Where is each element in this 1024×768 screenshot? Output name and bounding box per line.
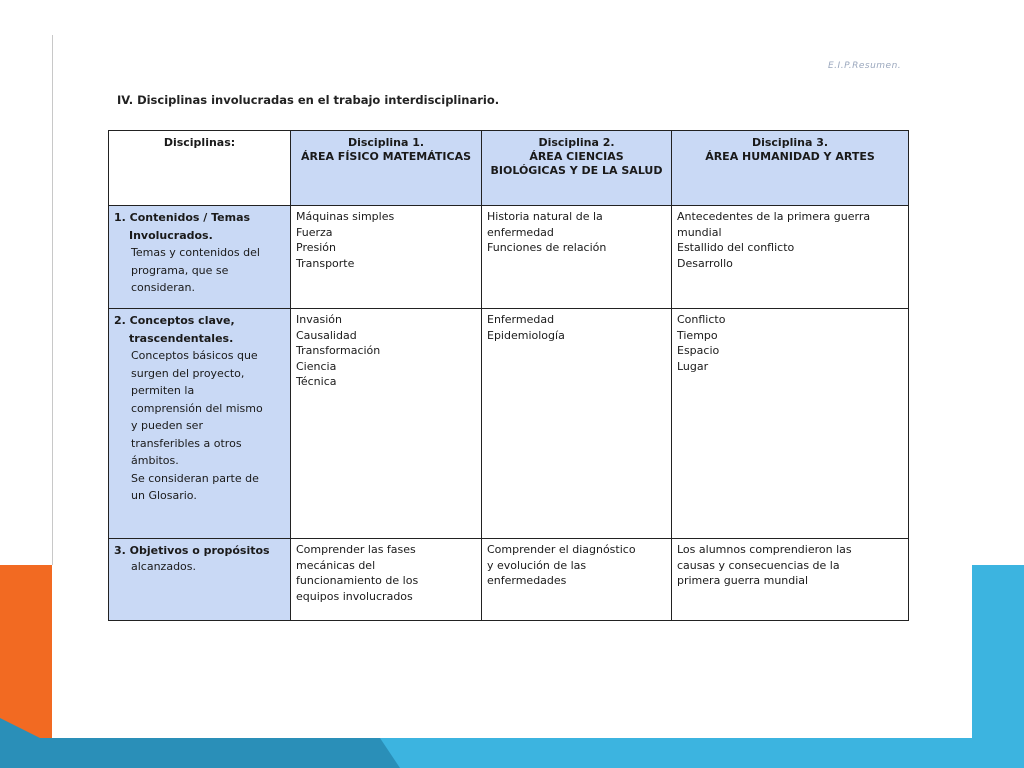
cell-line: Antecedentes de la primera guerra xyxy=(677,210,871,223)
table-cell xyxy=(482,309,672,539)
column-header-line: BIOLÓGICAS Y DE LA SALUD xyxy=(490,164,663,177)
cell-line: Espacio xyxy=(677,344,720,357)
row-header-line: y pueden ser xyxy=(131,419,203,432)
cell-line: causas y consecuencias de la xyxy=(677,558,840,572)
row-header-line: Temas y contenidos del xyxy=(131,246,260,259)
cell-line: mecánicas del xyxy=(296,558,376,572)
row-header-line: permiten la xyxy=(131,384,195,397)
table-cell xyxy=(482,539,672,621)
table-row xyxy=(109,539,909,621)
row-header xyxy=(109,309,291,539)
row-header-line: ámbitos. xyxy=(131,454,179,467)
row-header-title-cont: trascendentales. xyxy=(129,331,234,345)
table-cell xyxy=(482,206,672,309)
row-header-line: programa, que se xyxy=(131,263,229,277)
cell-line: Causalidad xyxy=(296,328,357,342)
cell-line: Invasión xyxy=(296,313,342,326)
cell-line: Ciencia xyxy=(296,359,337,373)
table-row xyxy=(109,309,909,539)
table-row xyxy=(109,206,909,309)
cell-line: Desarrollo xyxy=(677,256,733,270)
cell-line: Comprender las fases xyxy=(296,543,416,556)
disciplines-table xyxy=(108,130,909,621)
row-header-line: un Glosario. xyxy=(131,489,197,502)
cell-line: y evolución de las xyxy=(487,558,587,572)
cell-line: Comprender el diagnóstico xyxy=(487,543,636,556)
column-header xyxy=(109,131,291,206)
cell-line: Transformación xyxy=(296,344,381,357)
header-note: E.I.P.Resumen. xyxy=(828,61,902,71)
cell-line: Tiempo xyxy=(677,328,718,342)
table-cell xyxy=(672,206,909,309)
table-cell xyxy=(291,539,482,621)
cell-line: funcionamiento de los xyxy=(296,574,419,587)
cell-line: Enfermedad xyxy=(487,313,555,326)
cell-line: Los alumnos comprendieron las xyxy=(677,543,852,556)
row-header-line: alcanzados. xyxy=(131,559,197,573)
row-header xyxy=(109,206,291,309)
column-header-line: ÁREA FÍSICO MATEMÁTICAS xyxy=(300,150,472,163)
cell-line: Estallido del conflicto xyxy=(677,241,795,254)
column-header-line: Disciplina 3. xyxy=(751,136,829,149)
column-header-line: ÁREA HUMANIDAD Y ARTES xyxy=(705,150,875,163)
cell-line: Epidemiología xyxy=(487,328,565,342)
column-header xyxy=(482,131,672,206)
row-header-line: Se consideran parte de xyxy=(131,471,259,485)
cell-line: Conflicto xyxy=(677,313,726,326)
table-cell xyxy=(672,539,909,621)
cell-line: Historia natural de la xyxy=(487,210,603,223)
table-cell xyxy=(672,309,909,539)
row-header-line: Conceptos básicos que xyxy=(131,349,258,362)
table-header-row xyxy=(109,131,909,206)
cell-line: equipos involucrados xyxy=(296,589,413,603)
row-header-line: transferibles a otros xyxy=(131,436,242,450)
cell-line: Máquinas simples xyxy=(296,210,395,223)
row-header-line: consideran. xyxy=(131,281,196,294)
row-header-line: comprensión del mismo xyxy=(131,401,263,415)
cell-line: enfermedades xyxy=(487,574,567,587)
row-header-title-cont: Involucrados. xyxy=(129,228,213,242)
column-header-line: Disciplina 1. xyxy=(347,136,425,149)
column-header-line: Disciplinas: xyxy=(163,136,236,149)
cell-line: Lugar xyxy=(677,359,709,373)
cell-line: primera guerra mundial xyxy=(677,574,809,587)
page-left-border xyxy=(52,35,53,565)
column-header-line: ÁREA CIENCIAS xyxy=(529,150,624,163)
cell-line: Técnica xyxy=(296,375,337,388)
column-header-line: Disciplina 2. xyxy=(538,136,615,149)
cell-line: mundial xyxy=(677,225,722,239)
section-title: IV. Disciplinas involucradas en el trabajo interdisciplinario. xyxy=(117,93,500,107)
row-header-line: surgen del proyecto, xyxy=(131,366,245,380)
row-header-title: 2. Conceptos clave, xyxy=(114,314,235,327)
cell-line: Fuerza xyxy=(296,225,333,239)
row-header-title: 1. Contenidos / Temas xyxy=(114,211,251,224)
cell-line: Transporte xyxy=(296,256,355,270)
cell-line: Presión xyxy=(296,241,336,254)
table-cell xyxy=(291,206,482,309)
column-header xyxy=(291,131,482,206)
cell-line: enfermedad xyxy=(487,225,554,239)
table-cell xyxy=(291,309,482,539)
row-header-title: 3. Objetivos o propósitos xyxy=(114,544,270,557)
row-header xyxy=(109,539,291,621)
cell-line: Funciones de relación xyxy=(487,241,607,254)
column-header xyxy=(672,131,909,206)
